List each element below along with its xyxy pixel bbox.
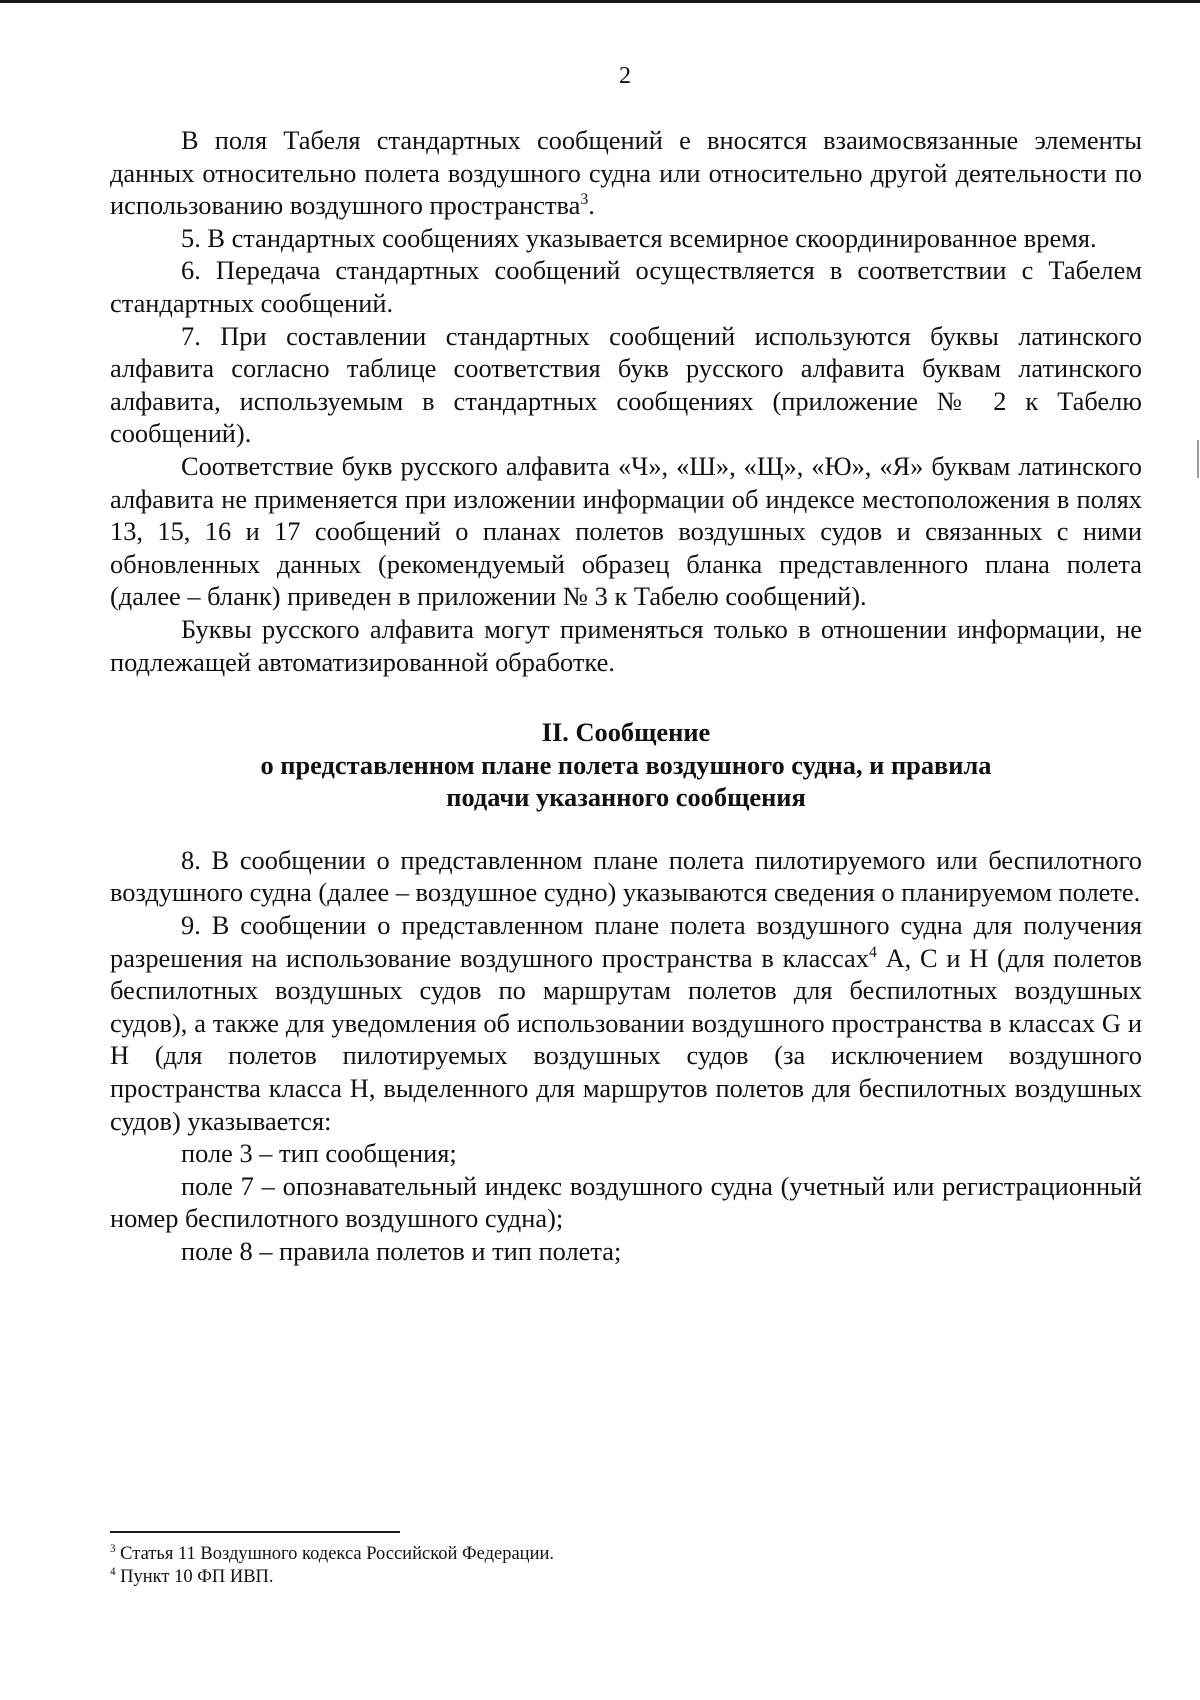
- section-heading-line-1: II. Сообщение: [541, 717, 711, 748]
- paragraph-item-6: 6. Передача стандартных сообщений осуществляется в соответствии с Табелем стандартных сообщений.: [110, 255, 1142, 318]
- footnote-mark: 3: [110, 1542, 116, 1555]
- scan-margin-mark: [1197, 440, 1199, 478]
- paragraph-intro-fields: В поля Табеля стандартных сообщений е вносятся взаимосвязанные элементы данных относительно полета воздушного судна или относительно другой деятельности по использованию воздушного пространства$^3$.: [110, 125, 1142, 221]
- footnote-separator: [110, 1531, 400, 1533]
- paragraph-item-9: 9. В сообщении о представленном плане полета воздушного судна для получения разрешения на использование воздушного пространства в классах$^4$ А, С и Н (для полетов беспилотных воздушных судов по маршрутам полетов для беспилотных воздушных судов), а также для уведомления об использовании воздушного пространства в классах G и Н (для полетов пилотируемых воздушных судов (за исключением воздушного пространства класса Н, выделенного для маршрутов полетов для беспилотных воздушных судов) указывается:: [110, 910, 1142, 1136]
- paragraph-item-8: 8. В сообщении о представленном плане полета пилотируемого или беспилотного воздушного судна (далее – воздушное судно) указываются сведения о планируемом полете.: [110, 844, 1142, 908]
- footnotes: [110, 1543, 1110, 1589]
- section-heading-line-2: о представленном плане полета воздушного судна, и правила: [260, 749, 992, 780]
- footnote-ref-3[interactable]: 3: [580, 191, 589, 209]
- paragraph-russian-letters: Буквы русского алфавита могут применяться только в отношении информации, не подлежащей автоматизированной обработке.: [110, 613, 1142, 677]
- paragraph-field-7: поле 7 – опознавательный индекс воздушного судна (учетный или регистрационный номер беспилотного воздушного судна);: [110, 1170, 1142, 1234]
- page-number: 2: [619, 63, 631, 89]
- paragraph-field-8: поле 8 – правила полетов и тип полета;: [181, 1236, 622, 1266]
- footnote-mark: 4: [110, 1565, 116, 1578]
- scan-top-edge: [0, 0, 1200, 3]
- footnote-3: $^3$ Статья 11 Воздушного кодекса Российской Федерации.: [110, 1542, 555, 1564]
- paragraph-field-3: поле 3 – тип сообщения;: [181, 1138, 457, 1169]
- paragraph-item-5: 5. В стандартных сообщениях указывается всемирное скоординированное время.: [181, 222, 1097, 253]
- section-heading-line-3: подачи указанного сообщения: [446, 782, 806, 813]
- paragraph-item-7: 7. При составлении стандартных сообщений используются буквы латинского алфавита согласно таблице соответствия букв русского алфавита буквам латинского алфавита, используемым в стандартных сообщениях (приложение № 2 к Табелю сообщений).: [110, 320, 1142, 449]
- footnote-4: $^4$ Пункт 10 ФП ИВП.: [110, 1565, 274, 1587]
- section-heading: [110, 716, 1142, 814]
- paragraph-letter-correspondence: Соответствие букв русского алфавита «Ч», «Ш», «Щ», «Ю», «Я» буквам латинского алфавита не применяется при изложении информации об индексе местоположения в полях 13, 15, 16 и 17 сообщений о планах полетов воздушных судов и связанных с ними обновленных данных (рекомендуемый образец бланка представленного плана полета (далее – бланк) приведен в приложении № 3 к Табелю сообщений).: [110, 450, 1142, 612]
- document-body: [110, 124, 1142, 1268]
- footnote-ref-4[interactable]: 4: [868, 943, 877, 961]
